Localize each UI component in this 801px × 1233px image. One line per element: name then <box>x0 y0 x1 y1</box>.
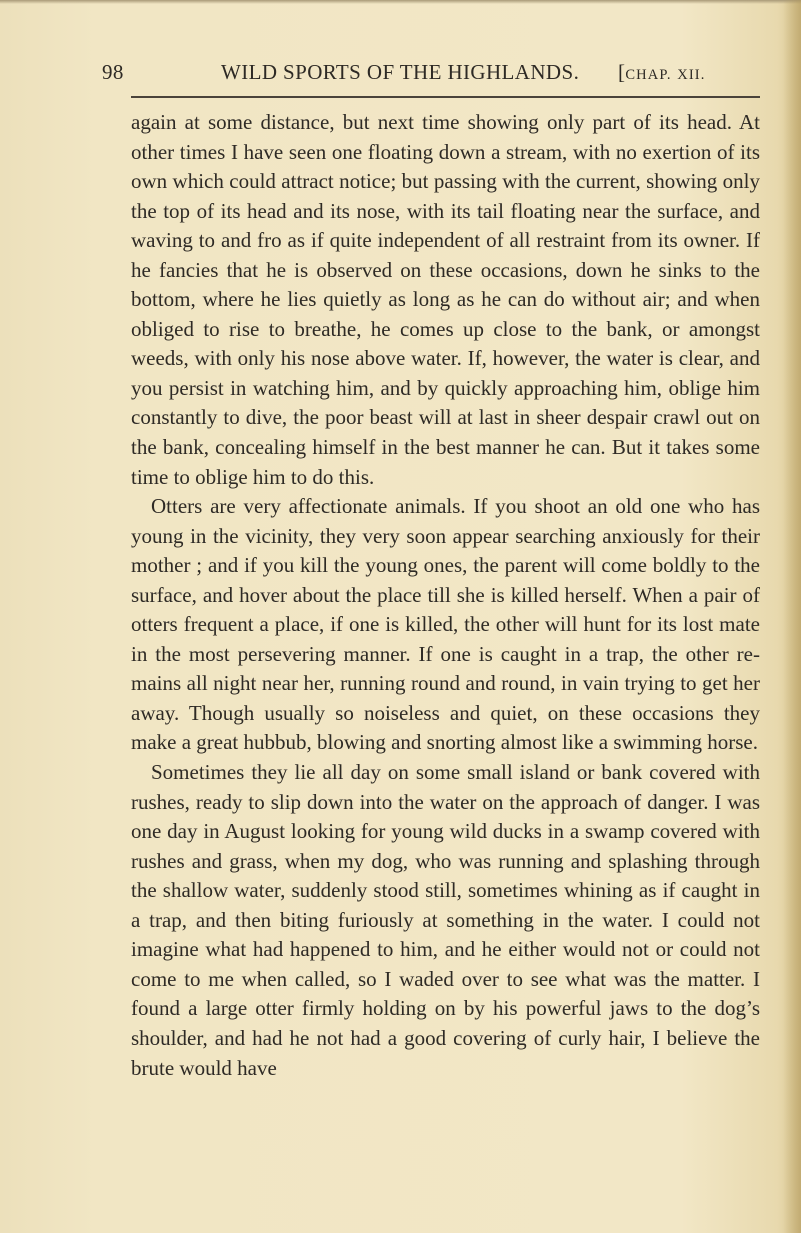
page-number: 98 <box>102 60 124 84</box>
paragraph-otter-and-dog: Sometimes they lie all day on some small island or bank covered with rushes, ready to slip down into the water on the approach of danger. I was one day in August looking for young wild ducks in a swamp covered with rushes and grass, when my dog, who was running and splashing through the shallow water, suddenly stood still, sometimes whining as if caught in a trap, and then biting furiously at something in the water. I could not imagine what had happened to him, and he either would not or could not come to me when called, so I waded over to see what was the matter. I found a large otter firmly holding on by his powerful jaws to the dog’s shoulder, and had he not had a good covering of curly hair, I believe the brute would have <box>131 760 760 1080</box>
running-title: WILD SPORTS OF THE HIGHLANDS. <box>221 60 580 84</box>
body-text <box>131 108 760 1083</box>
chapter-number: XII. <box>677 67 706 83</box>
header-rule <box>131 96 760 98</box>
chapter-marker <box>618 60 705 85</box>
paragraph-continued: again at some distance, but next time showing only part of its head. At other times I have seen one floating down a stream, with no exertion of its own which could attract notice; but passing with the current, showing only the top of its head and its nose, with its tail floating near the surface, and waving to and fro as if quite independent of all restraint from its owner. If he fancies that he is observed on these occasions, down he sinks to the bottom, where he lies quietly as long as he can do without air; and when obliged to rise to breathe, he comes up close to the bank, or amongst weeds, with only his nose above water. If, however, the water is clear, and you persist in watching him, and by quickly approaching him, oblige him constantly to dive, the poor beast will at last in sheer despair crawl out on the bank, concealing himself in the best manner he can. But it takes some time to oblige him to do this. <box>131 110 760 489</box>
chapter-bracket: [ <box>618 60 626 84</box>
page-top-edge <box>0 0 801 4</box>
paragraph-otters-affectionate: Otters are very affectionate animals. If you shoot an old one who has young in the vicinity, they very soon appear searching anxiously for their mother ; and if you kill the young ones, the parent will come boldly to the surface, and hover about the place till she is killed herself. When a pair of otters frequent a place, if one is killed, the other will hunt for its lost mate in the most persevering manner. If one is caught in a trap, the other re- mains all night near her, running round and round, in vain trying to get her away. Though usually so noiseless and quiet, on these occasions they make a great hubbub, blowing and snorting almost like a swimming horse. <box>131 494 760 755</box>
chapter-word: CHAP. <box>625 67 672 83</box>
running-header <box>0 48 801 88</box>
page-edge-shadow <box>783 0 801 1233</box>
